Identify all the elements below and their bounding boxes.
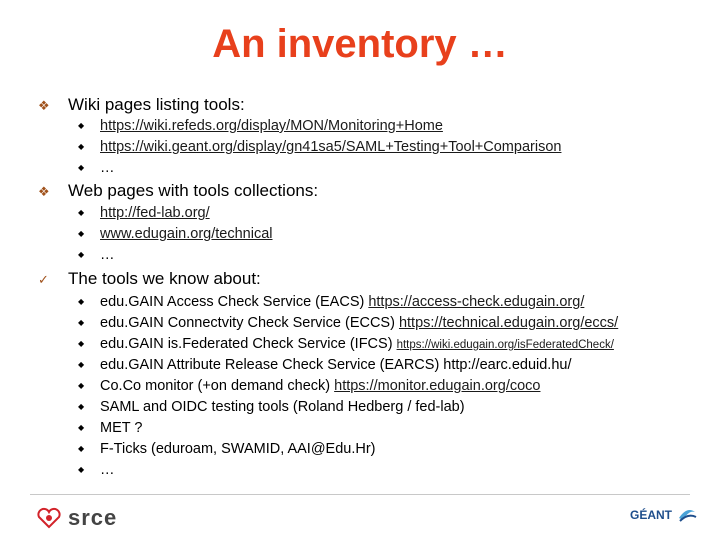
diamond-bullet-icon: ◆ [78, 208, 85, 218]
list-item[interactable] [78, 137, 561, 157]
diamond-bullet-icon: ◆ [78, 360, 85, 370]
list-item[interactable]: ◆ Co.Co monitor (+on demand check) https://monitor.edugain.org/coco [78, 376, 540, 396]
diamond-bullet-icon: ❖ [38, 98, 50, 113]
list-item[interactable]: ◆ edu.GAIN Access Check Service (EACS) https://access-check.edugain.org/ [78, 292, 584, 312]
link[interactable]: https://technical.edugain.org/eccs/ [398, 315, 619, 331]
list-item: ◆ … [78, 245, 115, 265]
diamond-bullet-icon: ◆ [78, 163, 85, 173]
diamond-bullet-icon: ◆ [78, 381, 85, 391]
diamond-bullet-icon: ◆ [78, 121, 85, 131]
link[interactable]: https://wiki.refeds.org/display/MON/Monitoring+Home [100, 118, 443, 134]
list-item: ◆ MET ? [78, 418, 142, 438]
diamond-bullet-icon: ◆ [78, 250, 85, 260]
list-item: ◆ SAML and OIDC testing tools (Roland Hedberg / fed-lab) [78, 397, 465, 417]
footer-divider [30, 494, 690, 495]
link[interactable]: https://wiki.geant.org/display/gn41sa5/SAML+Testing+Tool+Comparison [100, 139, 562, 155]
section-heading-wiki: ❖ Wiki pages listing tools: [38, 94, 245, 117]
section-heading-web: ❖ Web pages with tools collections: [38, 180, 318, 203]
link[interactable]: www.edugain.org/technical [100, 226, 273, 242]
diamond-bullet-icon: ◆ [78, 423, 85, 433]
diamond-bullet-icon: ◆ [78, 465, 85, 475]
srce-logo: srce [36, 505, 117, 531]
section-heading-tools: ✓ The tools we know about: [38, 268, 261, 291]
srce-heart-icon [36, 507, 62, 529]
diamond-bullet-icon: ◆ [78, 229, 85, 239]
slide-title: An inventory … [212, 22, 508, 66]
list-item[interactable] [78, 116, 443, 136]
list-item[interactable]: ◆ edu.GAIN is.Federated Check Service (IFCS) https://wiki.edugain.org/isFederatedCheck/ [78, 334, 614, 355]
list-item: ◆ edu.GAIN Attribute Release Check Service (EARCS) http://earc.eduid.hu/ [78, 355, 571, 375]
list-item[interactable] [78, 203, 210, 223]
checkmark-bullet-icon: ✓ [38, 272, 49, 287]
diamond-bullet-icon: ❖ [38, 184, 50, 199]
list-item[interactable] [78, 224, 273, 244]
diamond-bullet-icon: ◆ [78, 318, 85, 328]
list-item: ◆ … [78, 158, 115, 178]
diamond-bullet-icon: ◆ [78, 444, 85, 454]
diamond-bullet-icon: ◆ [78, 402, 85, 412]
geant-logo: GÉANT [630, 504, 698, 526]
link[interactable]: https://access-check.edugain.org/ [368, 294, 585, 310]
diamond-bullet-icon: ◆ [78, 339, 85, 349]
geant-swirl-icon [676, 504, 698, 526]
list-item: ◆ … [78, 460, 115, 480]
diamond-bullet-icon: ◆ [78, 142, 85, 152]
diamond-bullet-icon: ◆ [78, 297, 85, 307]
link[interactable]: https://wiki.edugain.org/isFederatedCheck/ [396, 339, 614, 351]
list-item[interactable]: ◆ edu.GAIN Connectvity Check Service (ECCS) https://technical.edugain.org/eccs/ [78, 313, 618, 333]
link[interactable]: http://fed-lab.org/ [100, 205, 210, 221]
list-item: ◆ F-Ticks (eduroam, SWAMID, AAI@Edu.Hr) [78, 439, 376, 459]
link[interactable]: https://monitor.edugain.org/coco [334, 378, 541, 394]
